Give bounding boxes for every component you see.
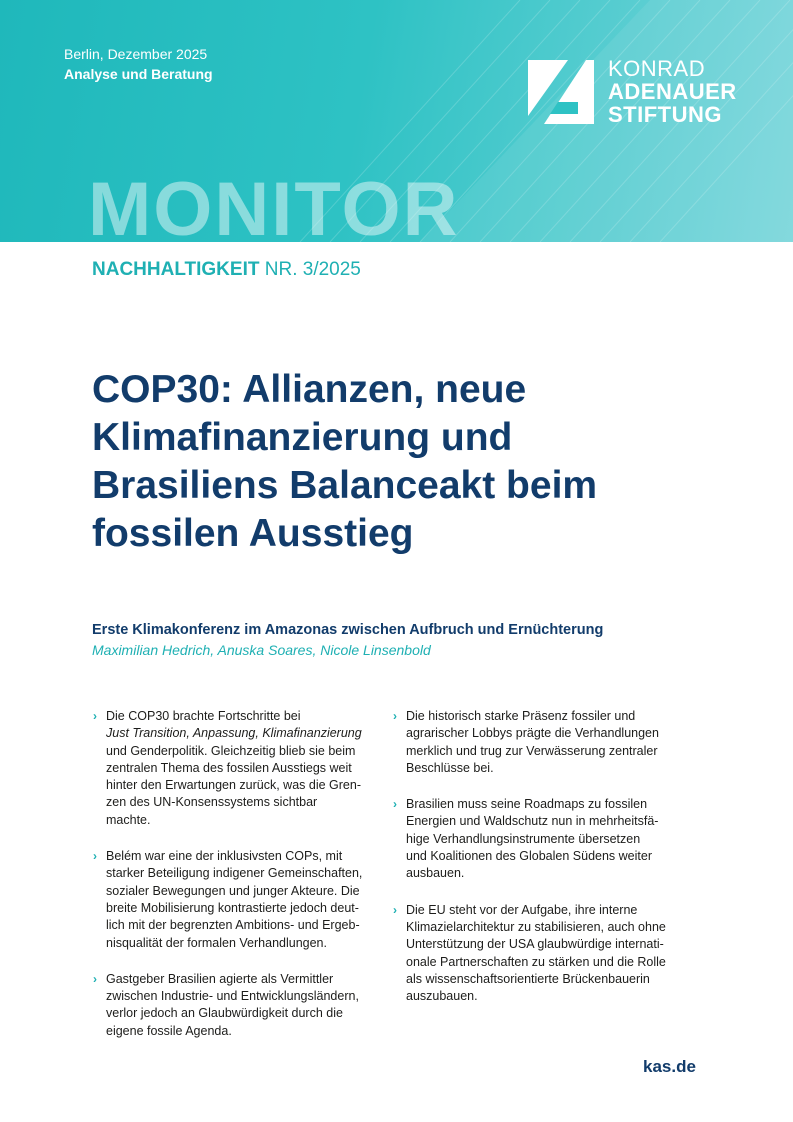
bullet-line: Die COP30 brachte Fortschritte bei [106,709,301,723]
logo-text-konrad: KONRAD [608,56,706,81]
logo-text-adenauer: ADENAUER [608,79,737,104]
bullet-line: breite Mobilisierung kontrastierte jedoch deut- [106,900,359,915]
bullet-line: Unterstützung der USA glaubwürdige internati- [406,937,664,952]
bullet-line: lich mit der begrenzten Ambitions- und Ergeb- [106,918,360,933]
bullet-line: Energien und Waldschutz nun in mehrheitsfä- [406,814,659,829]
bullet-line: Klimazielarchitektur zu stabilisieren, auch ohne [406,919,666,934]
bullet-line: auszubauen. [406,989,478,1004]
bullet-line: zentralen Thema des fossilen Ausstiegs weit [106,760,352,775]
kas-logo [528,58,744,128]
chevron-right-icon: › [93,709,97,723]
bullet-line: und Koalitionen des Globalen Südens weiter [406,849,653,864]
bullet-line: Brasilien muss seine Roadmaps zu fossilen [406,797,648,812]
bullet-line: Gastgeber Brasilien agierte als Vermittler [106,971,334,986]
header-banner [0,0,793,242]
bullet-line: Die historisch starke Präsenz fossiler und [406,709,636,723]
bullet-line: zwischen Industrie- und Entwicklungsländern, [106,989,359,1004]
series-label [92,259,361,281]
document-title: COP30: Allianzen, neue Klimafinanzierung und Brasiliens Balanceakt beim fossilen Ausstieg [92,368,598,555]
authors: Maximilian Hedrich, Anuska Soares, Nicole Linsenbold [92,642,431,658]
bullet-line: agrarischer Lobbys prägte die Verhandlungen [406,726,659,741]
bullet-line: Just Transition, Anpassung, Klimafinanzierung [106,726,362,741]
chevron-right-icon: › [93,971,97,986]
bullet-line: als wissenschaftsorientierte Brückenbauerin [406,971,650,986]
series-title-monitor: MONITOR [88,167,460,242]
bullet-line: onale Partnerschaften zu stärken und die Rolle [406,954,666,969]
bullet-line: hige Verhandlungsinstrumente übersetzen [406,831,641,846]
bullet-line: merklich und trug zur Verwässerung zentraler [406,743,658,758]
website-link[interactable]: kas.de [643,1057,696,1076]
place-date: Berlin, Dezember 2025 [64,46,208,62]
summary-bullet [93,971,365,1040]
bullet-line: und Genderpolitik. Gleichzeitig blieb sie beim [106,743,356,758]
publication-type: Analyse und Beratung [64,66,213,82]
bullet-line: ausbauen. [406,866,465,881]
bullet-line: starker Beteiligung indigener Gemeinschaften, [106,866,363,881]
bullet-line: hinter den Erwartungen zurück, was die Gren- [106,778,361,793]
bullet-line: Die EU steht vor der Aufgabe, ihre interne [406,902,638,917]
summary-bullet [393,796,683,882]
chevron-right-icon: › [393,902,397,917]
chevron-right-icon: › [93,849,97,864]
bullet-line: sozialer Bewegungen und junger Akteure. Die [106,883,360,898]
series-number: NR. 3/2025 [264,259,361,280]
bullet-line: nisqualität der formalen Verhandlungen. [106,935,327,950]
chevron-right-icon: › [393,709,397,723]
kas-logo-icon [528,58,594,124]
bullet-line: eigene fossile Agenda. [106,1023,232,1038]
series-name: NACHHALTIGKEIT [92,259,260,280]
document-subtitle: Erste Klimakonferenz im Amazonas zwischen Aufbruch und Ernüchterung [92,622,604,638]
summary-column-right [393,708,683,1024]
summary-bullet [93,848,365,952]
chevron-right-icon: › [393,797,397,812]
bullet-line: Belém war eine der inklusivsten COPs, mit [106,849,343,864]
bullet-line: verlor jedoch an Glaubwürdigkeit durch die [106,1006,343,1021]
bullet-line: zen des UN-Konsenssystems sichtbar machte. [106,795,318,827]
summary-bullet [393,902,683,1006]
bullet-line: Beschlüsse bei. [406,760,494,775]
summary-bullet [93,708,365,829]
summary-bullet [393,708,683,777]
summary-column-left [93,708,365,1059]
logo-text-stiftung: STIFTUNG [608,102,722,127]
